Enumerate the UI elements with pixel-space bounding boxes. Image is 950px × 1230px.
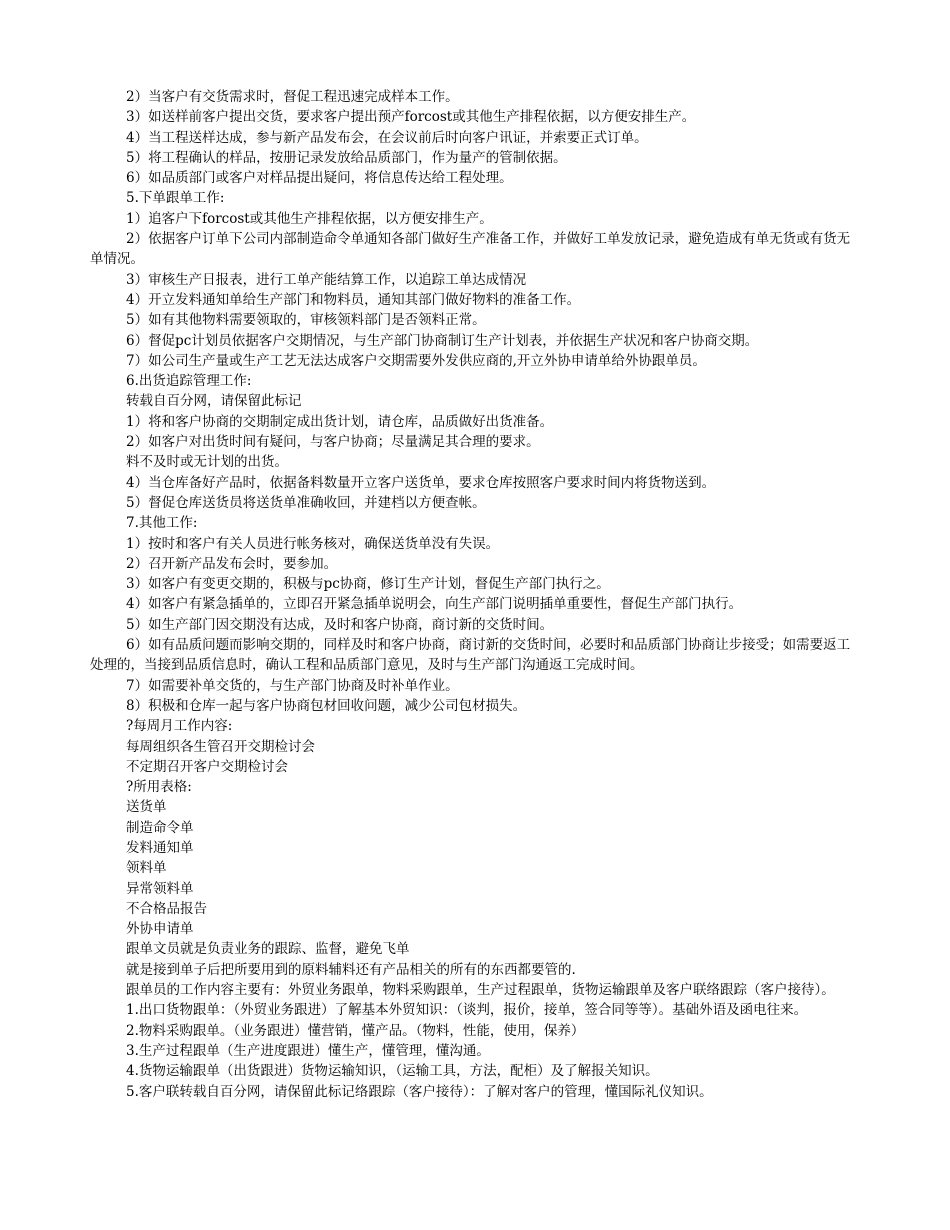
paragraph: 5.客户联转载自百分网，请保留此标记络跟踪（客户接待）：了解对客户的管理，懂国际礼仪知识。 <box>126 1083 713 1100</box>
paragraph: 4）如客户有紧急插单的，立即召开紧急插单说明会，向生产部门说明插单重要性，督促生产部门执行。 <box>126 596 743 613</box>
form-list-item: 不合格品报告 <box>126 900 207 917</box>
form-list-item: 发料通知单 <box>126 839 194 856</box>
paragraph: 4.货物运输跟单（出货跟进）货物运输知识，（运输工具，方法，配柜）及了解报关知识。 <box>126 1063 659 1080</box>
paragraph: 2）如客户对出货时间有疑问，与客户协商；尽量满足其合理的要求。 <box>126 434 540 451</box>
section-heading: 7.其他工作: <box>126 515 198 532</box>
paragraph: 3）如送样前客户提出交货，要求客户提出预产forcost或其他生产排程依据，以方便安排生产。 <box>126 109 696 126</box>
document-body <box>90 87 860 1102</box>
paragraph: 7）如公司生产量或生产工艺无法达成客户交期需要外发供应商的,开立外协申请单给外协跟单员。 <box>126 352 706 369</box>
paragraph: 1）追客户下forcost或其他生产排程依据，以方便安排生产。 <box>126 210 493 227</box>
paragraph: 1）按时和客户有关人员进行帐务核对，确保送货单没有失误。 <box>126 535 500 552</box>
form-list-item: 异常领料单 <box>126 880 194 897</box>
form-list-item: 外协申请单 <box>126 921 194 938</box>
paragraph: 2）当客户有交货需求时，督促工程迅速完成样本工作。 <box>126 89 459 105</box>
section-heading: 6.出货追踪管理工作: <box>126 373 252 390</box>
form-list-item: 制造命令单 <box>126 819 194 836</box>
paragraph: 跟单员的工作内容主要有：外贸业务跟单，物料采购跟单，生产过程跟单，货物运输跟单及客户联络跟踪（客户接待）。 <box>126 982 835 999</box>
paragraph: 6）如有品质问题而影响交期的，同样及时和客户协商，商讨新的交货时间，必要时和品质部门协商让步接受；如需要返工处理的，当接到品质信息时，确认工程和品质部门意见，及时与生产部门沟通返工完成时间。 <box>90 637 851 674</box>
paragraph: 1.出口货物跟单：（外贸业务跟进）了解基本外贸知识：（谈判，报价，接单，签合同等等）。基础外语及函电往来。 <box>126 1002 808 1019</box>
paragraph: 4）当仓库备好产品时，依据备料数量开立客户送货单，要求仓库按照客户要求时间内将货物送到。 <box>126 474 716 491</box>
paragraph: 6）督促pc计划员依据客户交期情况，与生产部门协商制订生产计划表，并依据生产状况和客户协商交期。 <box>126 332 759 349</box>
paragraph: 3.生产过程跟单（生产进度跟进）懂生产，懂管理，懂沟通。 <box>126 1042 490 1059</box>
paragraph: 跟单文员就是负责业务的跟踪、监督，避免飞单 <box>126 941 410 958</box>
paragraph: 8）积极和仓库一起与客户协商包材回收问题，减少公司包材损失。 <box>126 697 527 714</box>
section-heading: ?所用表格: <box>126 779 192 796</box>
paragraph: 料不及时或无计划的出货。 <box>126 454 288 471</box>
paragraph: 就是接到单子后把所要用到的原料辅料还有产品相关的所有的东西都要管的. <box>126 961 576 978</box>
paragraph: 5）如生产部门因交期没有达成，及时和客户协商，商讨新的交货时间。 <box>126 616 554 633</box>
paragraph: 3）审核生产日报表，进行工单产能结算工作，以追踪工单达成情况 <box>126 271 527 288</box>
paragraph: 5）督促仓库送货员将送货单准确收回，并建档以方便查帐。 <box>126 494 486 511</box>
paragraph: 3）如客户有变更交期的，积极与pc协商，修订生产计划，督促生产部门执行之。 <box>126 576 610 593</box>
paragraph: 2.物料采购跟单。（业务跟进）懂营销，懂产品。（物料，性能，使用，保养） <box>126 1022 585 1039</box>
paragraph: 2）依据客户订单下公司内部制造命令单通知各部门做好生产准备工作，并做好工单发放记录，避免造成有单无货或有货无单情况。 <box>90 231 851 268</box>
paragraph: 4）当工程送样达成，参与新产品发布会，在会议前后时向客户讯证，并索要正式订单。 <box>126 129 648 146</box>
section-heading: ?每周月工作内容: <box>126 718 233 735</box>
paragraph: 1）将和客户协商的交期制定成出货计划，请仓库，品质做好出货准备。 <box>126 413 554 430</box>
paragraph: 5）如有其他物料需要领取的，审核领料部门是否领料正常。 <box>126 312 486 329</box>
form-list-item: 领料单 <box>126 860 167 877</box>
form-list-item: 送货单 <box>126 799 167 816</box>
paragraph: 不定期召开客户交期检讨会 <box>126 758 288 775</box>
paragraph: 4）开立发料通知单给生产部门和物料员，通知其部门做好物料的准备工作。 <box>126 291 581 308</box>
paragraph: 7）如需要补单交货的，与生产部门协商及时补单作业。 <box>126 677 459 694</box>
paragraph: 每周组织各生管召开交期检讨会 <box>126 738 315 755</box>
paragraph: 2）召开新产品发布会时，要参加。 <box>126 555 338 572</box>
section-heading: 5.下单跟单工作: <box>126 190 225 207</box>
paragraph: 转载自百分网，请保留此标记 <box>126 393 302 410</box>
paragraph: 5）将工程确认的样品，按册记录发放给品质部门，作为量产的管制依据。 <box>126 149 567 166</box>
paragraph: 6）如品质部门或客户对样品提出疑问，将信息传达给工程处理。 <box>126 170 513 187</box>
